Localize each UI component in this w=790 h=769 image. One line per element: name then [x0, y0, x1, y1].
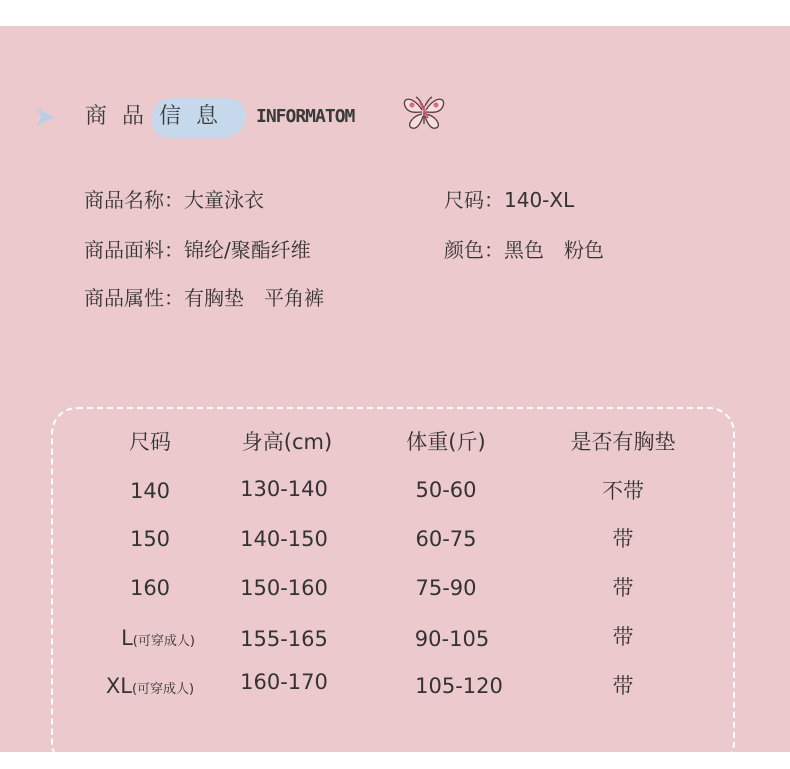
cell-chest-pad: 带: [612, 527, 634, 551]
cell-weight: 105-120: [415, 674, 503, 698]
cell-size: L(可穿成人): [121, 626, 195, 650]
butterfly-icon: [398, 90, 450, 134]
product-colors: 颜色：黑色 粉色: [444, 238, 604, 262]
section-title: 商 品 信 息: [85, 104, 222, 129]
product-info-panel: [0, 26, 790, 752]
cell-chest-pad: 带: [612, 674, 634, 698]
cell-size: 140: [129, 479, 171, 503]
header-size: 尺码: [129, 430, 171, 454]
cell-weight: 90-105: [414, 627, 490, 651]
cell-chest-pad: 带: [612, 576, 634, 600]
cell-height: 155-165: [240, 627, 328, 651]
cell-weight: 60-75: [415, 527, 477, 551]
cell-chest-pad: 不带: [602, 479, 644, 503]
cell-height: 160-170: [240, 670, 328, 694]
cell-height: 130-140: [240, 477, 328, 501]
chevron-right-icon: [34, 106, 58, 128]
product-attributes: 商品属性：有胸垫 平角裤: [84, 286, 324, 310]
cell-height: 150-160: [240, 576, 328, 600]
product-fabric: 商品面料：锦纶/聚酯纤维: [84, 238, 311, 262]
header-height: 身高(cm): [241, 430, 333, 454]
cell-size: 160: [129, 576, 171, 600]
cell-weight: 50-60: [415, 478, 477, 502]
cell-size: 150: [129, 527, 171, 551]
cell-weight: 75-90: [415, 576, 477, 600]
header-weight: 体重(斤): [406, 430, 486, 454]
cell-chest-pad: 带: [612, 625, 634, 649]
section-subtitle: INFORMATOM: [256, 106, 355, 127]
cell-height: 140-150: [240, 527, 328, 551]
product-name: 商品名称：大童泳衣: [84, 188, 264, 212]
product-size-range: 尺码：140-XL: [444, 188, 575, 212]
header-chest-pad: 是否有胸垫: [570, 430, 676, 454]
cell-size: XL(可穿成人): [105, 674, 195, 698]
